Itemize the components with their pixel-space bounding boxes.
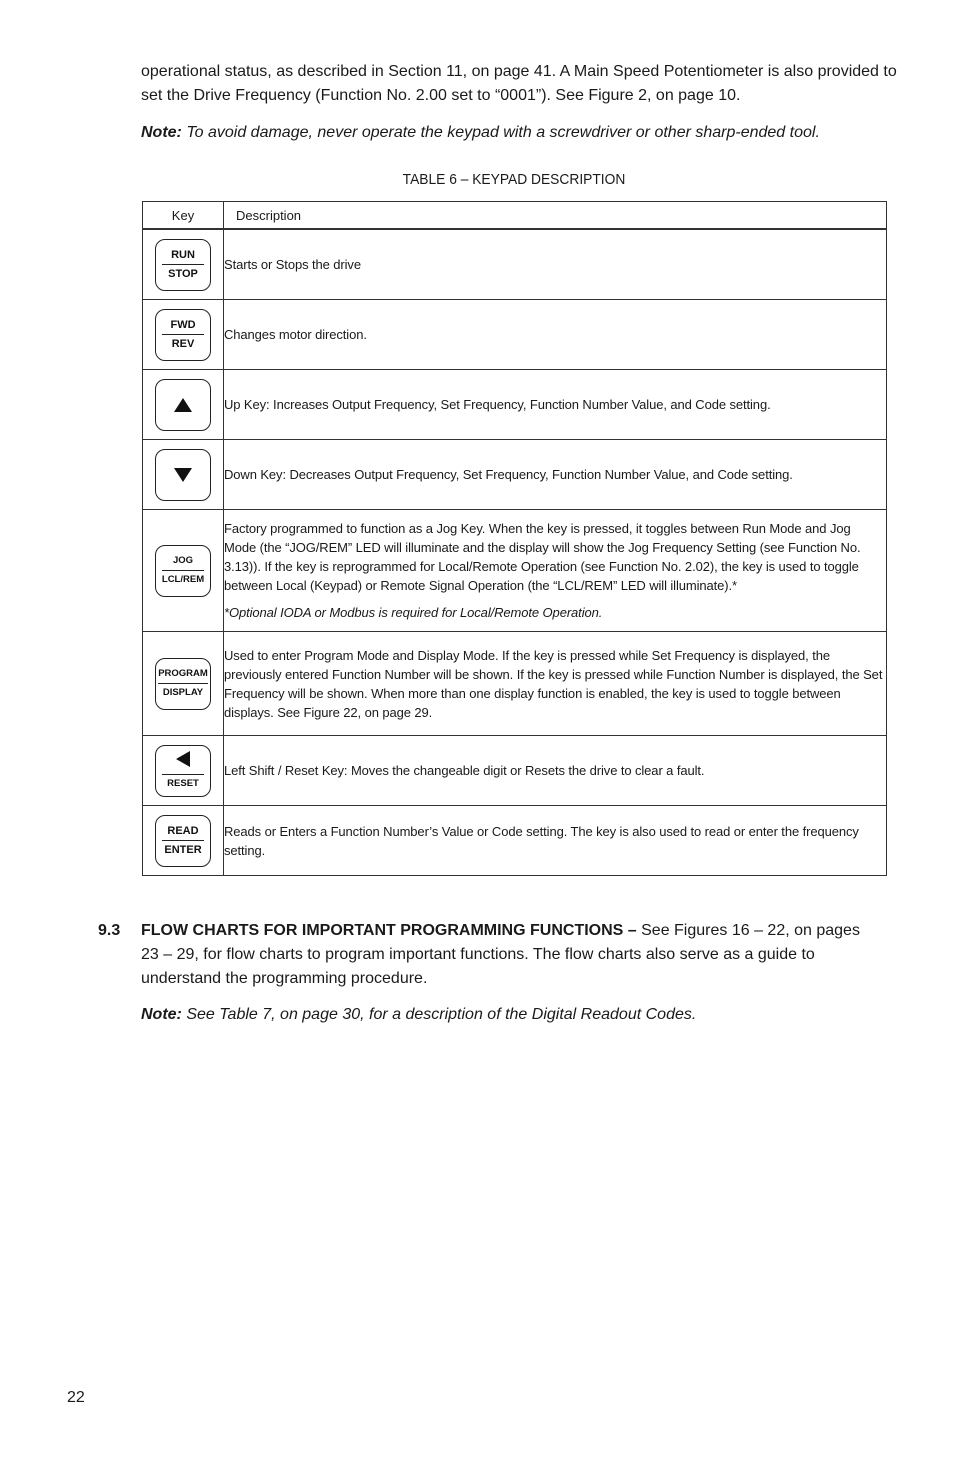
section-heading: FLOW CHARTS FOR IMPORTANT PROGRAMMING FUNCTIONS – [141,922,637,939]
section-number: 9.3 [98,922,121,939]
table-row [143,806,887,876]
fwd-rev-key: FWD REV [155,309,211,361]
table-row [143,440,887,510]
row-description: Down Key: Decreases Output Frequency, Set Frequency, Function Number Value, and Code setting. [224,440,887,510]
note-label: Note: [141,124,182,141]
up-key [155,379,211,431]
row-description: Reads or Enters a Function Number’s Value or Code setting. The key is also used to read or enter the frequency setting. [224,806,887,876]
jog-lcl-rem-key: JOG LCL/REM [155,545,211,597]
row-description: Changes motor direction. [224,300,887,370]
row-description: Left Shift / Reset Key: Moves the changeable digit or Resets the drive to clear a fault. [224,736,887,806]
read-enter-key: READ ENTER [155,815,211,867]
note-paragraph-2 [141,1003,901,1027]
row-description: Starts or Stops the drive [224,229,887,300]
table-row [143,736,887,806]
run-stop-key: RUN STOP [155,239,211,291]
section-9-3 [98,919,868,991]
table-header-row [143,202,887,230]
table-row [143,510,887,632]
program-display-key: PROGRAM DISPLAY [155,658,211,710]
table-row [143,300,887,370]
key-column-header: Key [143,202,224,230]
row-description: Used to enter Program Mode and Display Mode. If the key is pressed while Set Frequency is displayed, the previously entered Function Number will be shown. If the key is pressed while Function Number is displayed, the Set Frequency will be shown. When more than one display function is enabled, the key is used to toggle between displays. See Figure 22, on page 29. [224,632,887,736]
left-triangle-icon [176,751,190,767]
footnote: *Optional IODA or Modbus is required for Local/Remote Operation. [224,605,603,620]
note-text: See Table 7, on page 30, for a description of the Digital Readout Codes. [181,1006,697,1023]
note-text: To avoid damage, never operate the keypad with a screwdriver or other sharp-ended tool. [181,124,820,141]
section-text: See Figures 16 – 22, on pages 23 – 29, for flow charts to program important functions. The flow charts also serve as a guide to understand the programming procedure. [141,922,860,987]
table-title: TABLE 6 – KEYPAD DESCRIPTION [402,171,626,188]
down-key [155,449,211,501]
page-number: 22 [67,1389,85,1406]
keypad-table [142,201,887,876]
note-label: Note: [141,1006,182,1023]
intro-paragraph: operational status, as described in Section 11, on page 41. A Main Speed Potentiometer is also provided to set the Drive Frequency (Function No. 2.00 set to “0001”). See Figure 2, on page 10. [141,63,897,104]
up-triangle-icon [174,398,192,412]
row-description: Factory programmed to function as a Jog Key. When the key is pressed, it toggles between Run Mode and Jog Mode (the “JOG/REM” LED will illuminate and the display will show the Jog Frequency Setting (see Function No. 3.13)). If the key is reprogrammed for Local/Remote Operation (see Function No. 2.02), the key is used to toggle between Local (Keypad) or Remote Signal Operation (the “LCL/REM” LED will illuminate).* *Optional IODA or Modbus is required for Local/Remote Operation. [224,510,887,632]
note-paragraph [141,121,901,145]
table-row [143,370,887,440]
row-description: Up Key: Increases Output Frequency, Set Frequency, Function Number Value, and Code setting. [224,370,887,440]
left-shift-reset-key: RESET [155,745,211,797]
table-row [143,632,887,736]
down-triangle-icon [174,468,192,482]
table-row [143,229,887,300]
description-column-header: Description [224,202,887,230]
